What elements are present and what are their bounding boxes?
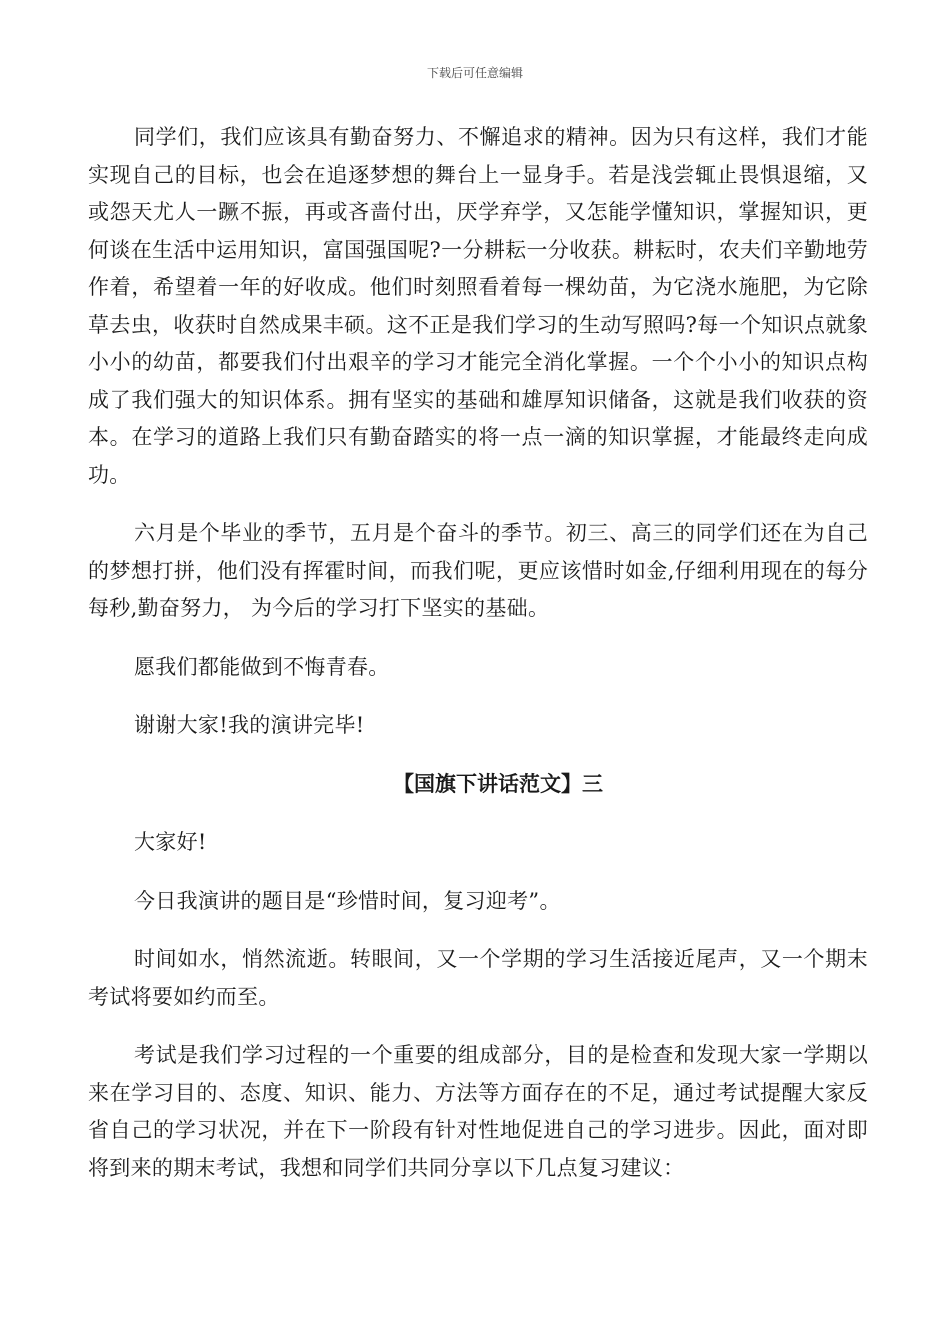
paragraph: 六月是个毕业的季节，五月是个奋斗的季节。初三、高三的同学们还在为自己的梦想打拼，他们没有挥霍时间，而我们呢，更应该惜时如金,仔细利用现在的每分每秒,勤奋努力， 为今后的学习打下坚实的基础。 [88,521,868,620]
section-title: 【国旗下讲话范文】三 [393,771,603,796]
paragraph: 同学们，我们应该具有勤奋努力、不懈追求的精神。因为只有这样，我们才能实现自己的目标，也会在追逐梦想的舞台上一显身手。若是浅尝辄止畏惧退缩，又或怨天尤人一蹶不振，再或吝啬付出，厌学弃学，又怎能学懂知识，掌握知识，更何谈在生活中运用知识，富国强国呢?一分耕耘一分收获。耕耘时，农夫们辛勤地劳作着，希望着一年的好收成。他们时刻照看着每一棵幼苗，为它浇水施肥，为它除草去虫，收获时自然成果丰硕。这不正是我们学习的生动写照吗?每一个知识点就象小小的幼苗，都要我们付出艰辛的学习才能完全消化掌握。一个个小小的知识点构成了我们强大的知识体系。拥有坚实的基础和雄厚知识储备，这就是我们收获的资本。在学习的道路上我们只有勤奋踏实的将一点一滴的知识掌握，才能最终走向成功。 [88,125,868,487]
page-header-note: 下载后可任意编辑 [426,66,523,80]
document-body [88,119,868,1187]
paragraph-gap [88,920,868,941]
paragraph: 愿我们都能做到不悔青春。 [134,654,390,679]
paragraph: 今日我演讲的题目是“珍惜时间，复习迎考”。 [134,888,561,913]
paragraph-gap [88,862,868,883]
paragraph: 谢谢大家!我的演讲完毕! [134,713,365,737]
paragraph-gap [88,628,868,649]
paragraph-gap [88,1016,868,1037]
paragraph-gap [88,686,868,707]
paragraph: 考试是我们学习过程的一个重要的组成部分，目的是检查和发现大家一学期以来在学习目的、态度、知识、能力、方法等方面存在的不足，通过考试提醒大家反省自己的学习状况，并在下一阶段有针对性地促进自己的学习进步。因此，面对即将到来的期末考试，我想和同学们共同分享以下几点复习建议： [88,1043,868,1180]
paragraph: 大家好! [134,830,207,854]
paragraph: 时间如水，悄然流逝。转眼间，又一个学期的学习生活接近尾声，又一个期末考试将要如约而至。 [88,947,868,1009]
paragraph-gap [88,745,868,766]
paragraph-gap [88,803,868,824]
paragraph-gap [88,494,868,515]
